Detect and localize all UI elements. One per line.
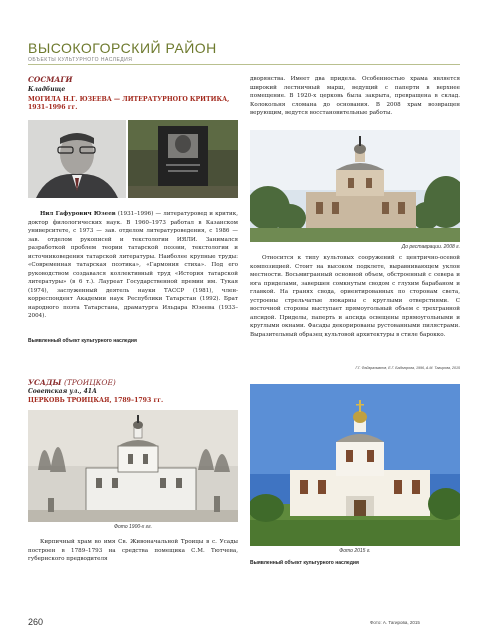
village-name-sosmagi: СОСМАГИ [28, 75, 73, 84]
photo-credit: Фото: А. Тагирова, 2015 [370, 620, 420, 625]
church-before-image [250, 130, 460, 242]
monument-image [128, 120, 238, 198]
page-number: 260 [28, 617, 44, 627]
grave-heading: МОГИЛА Н.Г. ЮЗЕЕВА — ЛИТЕРАТУРНОГО КРИТИКА, 1931–1996 гг. [28, 96, 230, 111]
archive-church-image [28, 410, 238, 522]
before-restoration-caption: До реставрации. 2008 г. [401, 244, 460, 250]
monument-photo [128, 120, 238, 198]
portrait-photo [28, 120, 126, 198]
church-intro-text: Кирпичный храм во имя Св. Живоначальной Троицы в с. Усады построен в 1789–1793 на средства помещика С.М. Тютчева, губернского предводителя [28, 539, 238, 562]
village-alt-name: (ТРОИЦКОЕ) [63, 378, 116, 387]
page-section-subtitle: ОБЪЕКТЫ КУЛЬТУРНОГО НАСЛЕДИЯ [28, 57, 133, 63]
heritage-label-church: Выявленный объект культурного наследия [250, 560, 359, 566]
photo-2015-caption: Фото 2015 г. [339, 548, 371, 554]
authors-credit: Г.Г. Файзрахманов, Е.Г. Бадьюрова, 1996, А.М. Тагирова, 2015 [355, 366, 460, 370]
church-history-text: дворянства. Имеет два придела. Особенностью храма является широкий лестничный марш, ведущий с паперти в верхнее помещение. В 1920-х церковь была закрыта, превращена в склад. Колокольня сломана до основания. В 2008 храм возвращен верующим, ведутся восстановительные работы. [250, 76, 460, 116]
biography-text [28, 210, 238, 321]
bio-body: (1931–1996) — литературовед и критик, доктор филологических наук. В 1960–1973 работал в Казанском университете, с 1973 — зав. отделом литературоведения, с 1986 — зав. отделом рукописей и текстологии ИЯЛИ. Занимался разработкой проблем теории татарской поэзии, текстологии и источниковедения татарской литературы. Наиболее крупные труды: «Современная татарская поэтика», «Гармония стиха». Под его руководством создавался коллективный труд «История татарской литературы» (в 6 т.). Лауреат Государственной премии им. Тукая (1974), заслуженный деятель науки ТАССР (1981), член-корреспондент Академии наук Республики Татарстан (1992). Брат народного поэта Татарстана, драматурга Ильдара Юзеева (1933–2004). [28, 211, 238, 319]
street-address: Советская ул., 41А [28, 388, 97, 395]
heritage-label-grave: Выявленный объект культурного наследия [28, 338, 137, 344]
village-name: УСАДЫ [28, 378, 62, 387]
bio-name: Нил Гафурович Юзеев [40, 211, 116, 217]
header-rule [28, 64, 460, 65]
church-2015-photo [250, 384, 460, 546]
village-name-usady [28, 378, 116, 387]
church-2015-image [250, 384, 460, 546]
location-cemetery: Кладбище [28, 86, 66, 93]
church-before-restoration-photo [250, 130, 460, 242]
church-architecture-text: Относится к типу культовых сооружений с центрично-осевой композицией. Стоит на высоком подклете, выравнивающем уклон местности. Восьмигранный основной объем, обстроенный с севера и юга приделами, завершен сомкнутым сводом с глухим барабаном и главкой. На гранях свода, ориентированных по сторонам света, устроены стрельчатые люкарны с круглыми отверстиями. С восточной стороны выступает прямоугольный объем с трехгранной апсидой. Приделы, паперть и апсида освещены прямоугольными и круглыми окнами. Фасады декорированы рустованными пилястрами. Выразительный образец культовой архитектуры в стиле барокко. [250, 255, 460, 338]
church-heading: ЦЕРКОВЬ ТРОИЦКАЯ, 1789–1793 гг. [28, 397, 164, 404]
archive-church-photo [28, 410, 238, 522]
page-section-title: ВЫСОКОГОРСКИЙ РАЙОН [28, 40, 217, 56]
archive-photo-caption: Фото 1900-х гг. [113, 524, 153, 530]
portrait-image [28, 120, 126, 198]
